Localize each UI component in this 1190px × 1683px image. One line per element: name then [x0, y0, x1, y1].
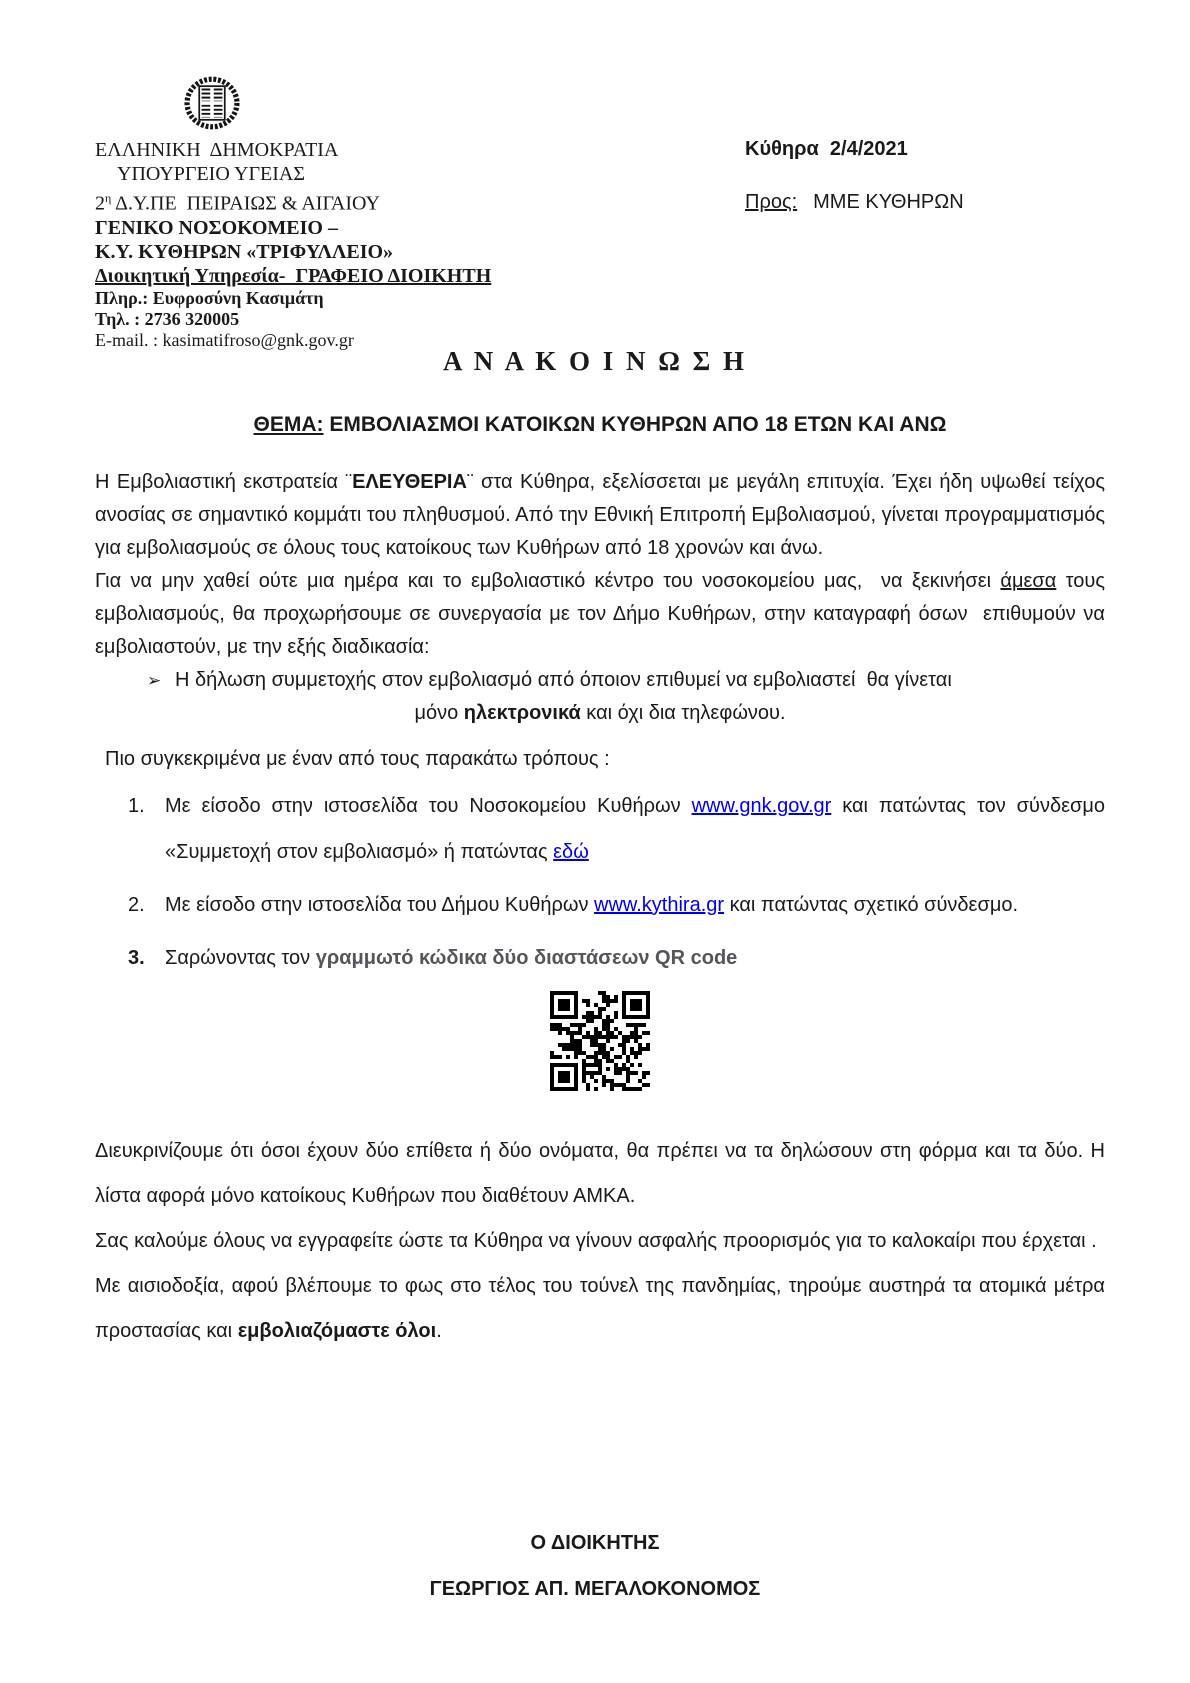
org-dype	[95, 186, 635, 216]
subject-label: ΘΕΜΑ:	[253, 413, 324, 436]
paragraph-campaign	[95, 466, 1111, 565]
dype-rest: Δ.Υ.ΠΕ ΠΕΙΡΑΙΩΣ & ΑΙΓΑΙΟΥ	[111, 192, 380, 215]
kythira-website-link[interactable]: www.kythira.gr	[594, 894, 725, 916]
greek-republic-emblem-icon	[183, 76, 241, 130]
qr-code	[550, 991, 650, 1091]
dype-superscript: η	[105, 191, 112, 205]
org-republic: ΕΛΛΗΝΙΚΗ ΔΗΜΟΚΡΑΤΙΑ	[95, 139, 339, 161]
list-number-1: 1.	[128, 795, 145, 817]
document-title: Α Ν Α Κ Ο Ι Ν Ω Σ Η	[442, 346, 748, 376]
qr-code-container	[95, 991, 1105, 1097]
contact-person: Πληρ.: Ευφροσύνη Κασιμάτη	[95, 287, 324, 308]
ways-intro-line: Πιο συγκεκριμένα με έναν από τους παρακάτω τρόπους :	[105, 748, 610, 770]
bullet-declaration	[95, 664, 1105, 697]
list-number-2: 2.	[128, 894, 145, 916]
p1-campaign-name: ΕΛΕΥΘΕΡΙΑ	[352, 471, 467, 493]
list-item-1	[95, 783, 1111, 875]
arrow-bullet-icon: ➢	[147, 671, 162, 690]
gnk-website-link[interactable]: www.gnk.gov.gr	[691, 795, 832, 817]
p2-text-cont: τους εμβολιασμούς, θα προχωρήσουμε σε συνεργασία με τον Δήμο Κυθήρων, στην καταγραφή όσων επιθυμούν να εμβολιαστούν, με την εξής διαδικασία:	[95, 570, 1111, 658]
recipient-row	[745, 191, 964, 214]
body-content	[95, 466, 1111, 1354]
center-text-c: και όχι δια τηλεφώνου.	[580, 702, 786, 724]
item2-text-cont: και πατώντας σχετικό σύνδεσμο.	[724, 894, 1019, 916]
letterhead	[95, 76, 635, 351]
contact-email: E-mail. : kasimatifroso@gnk.gov.gr	[95, 329, 354, 350]
contact-phone: Τηλ. : 2736 320005	[95, 308, 240, 329]
org-hospital-line1: ΓΕΝΙΚΟ ΝΟΣΟΚΟΜΕΙΟ –	[95, 216, 338, 239]
meta-block	[745, 138, 964, 214]
p5-text: Με αισιοδοξία, αφού βλέπουμε το φως στο τέλος του τούνελ της πανδημίας, τηρούμε αυστηρά τα ατομικά μέτρα προστασίας και	[95, 1275, 1111, 1342]
p5-period: .	[436, 1320, 442, 1342]
list-item-2	[95, 882, 1105, 928]
p1-text-cont: ¨ στα Κύθηρα, εξελίσσεται με μεγάλη επιτυχία. Έχει ήδη υψωθεί τείχος ανοσίας σε σημαντικό κομμάτι του πληθυσμού. Από την Εθνική Επιτροπή Εμβολιασμού, γίνεται προγραμματισμός για εμβολιασμούς σε όλους τους κατοίκους των Κυθήρων από 18 χρονών και άνω.	[95, 471, 1111, 559]
dype-number: 2	[95, 192, 105, 215]
org-ministry: ΥΠΟΥΡΓΕΙΟ ΥΓΕΙΑΣ	[117, 163, 306, 185]
subject-text: ΕΜΒΟΛΙΑΣΜΟΙ ΚΑΤΟΙΚΩΝ ΚΥΘΗΡΩΝ ΑΠΟ 18 ΕΤΩΝ ΚΑΙ ΑΝΩ	[323, 413, 947, 436]
p2-text: Για να μην χαθεί ούτε μια ημέρα και το εμβολιαστικό κέντρο του νοσοκομείου μας, να ξεκινήσει	[95, 570, 1001, 592]
item3-qr-phrase: γραμμωτό κώδικα δύο διαστάσεων QR code	[315, 947, 738, 969]
item1-text-cont: και πατώντας τον σύνδεσμο «Συμμετοχή στον εμβολιασμό» ή πατώντας	[165, 795, 1111, 863]
signature-name: ΓΕΩΡΓΙΟΣ ΑΠ. ΜΕΓΑΛΟΚΟΝΟΜΟΣ	[429, 1578, 761, 1600]
place-date: Κύθηρα 2/4/2021	[745, 138, 908, 160]
center-bold-word: ηλεκτρονικά	[463, 702, 581, 724]
edo-here-link[interactable]: εδώ	[553, 841, 589, 863]
paragraph-clarification: Διευκρινίζουμε ότι όσοι έχουν δύο επίθετα ή δύο ονόματα, θα πρέπει να τα δηλώσουν στη φόρμα και τα δύο. Η λίστα αφορά μόνο κατοίκους Κυθήρων που διαθέτουν ΑΜΚΑ.	[95, 1140, 1111, 1207]
paragraph-invitation: Σας καλούμε όλους να εγγραφείτε ώστε τα Κύθηρα να γίνουν ασφαλής προορισμός για το καλοκαίρι που έρχεται .	[95, 1230, 1097, 1252]
signature-role: Ο ΔΙΟΙΚΗΤΗΣ	[530, 1532, 660, 1554]
p5-bold-phrase: εμβολιαζόμαστε όλοι	[237, 1320, 437, 1342]
signature-block	[0, 1532, 1190, 1601]
recipient-value: ΜΜΕ ΚΥΘΗΡΩΝ	[813, 191, 964, 213]
item2-text: Με είσοδο στην ιστοσελίδα του Δήμου Κυθήρων	[165, 894, 595, 916]
p2-underlined-word: άμεσα	[1000, 570, 1057, 592]
recipient-label: Προς:	[745, 191, 798, 213]
list-number-3: 3.	[128, 947, 145, 969]
org-admin-office: Διοικητική Υπηρεσία- ΓΡΑΦΕΙΟ ΔΙΟΙΚΗΤΗ	[95, 264, 492, 287]
item3-text: Σαρώνοντας τον	[165, 947, 316, 969]
paragraph-procedure	[95, 565, 1111, 664]
electronic-only-line	[95, 697, 1105, 730]
org-hospital-line2: Κ.Υ. ΚΥΘΗΡΩΝ «ΤΡΙΦΥΛΛΕΙΟ»	[95, 240, 394, 263]
list-item-3	[95, 935, 1105, 981]
bullet-text: Η δήλωση συμμετοχής στον εμβολιασμό από όποιον επιθυμεί να εμβολιαστεί θα γίνεται	[175, 669, 952, 691]
p1-text: Η Εμβολιαστική εκστρατεία ¨	[95, 471, 353, 493]
item1-text: Με είσοδο στην ιστοσελίδα του Νοσοκομείου Κυθήρων	[165, 795, 692, 817]
closing-paragraphs	[95, 1129, 1111, 1354]
center-text-a: μόνο	[414, 702, 464, 724]
subject-line	[95, 413, 1105, 437]
paragraph-optimism	[95, 1264, 1111, 1354]
